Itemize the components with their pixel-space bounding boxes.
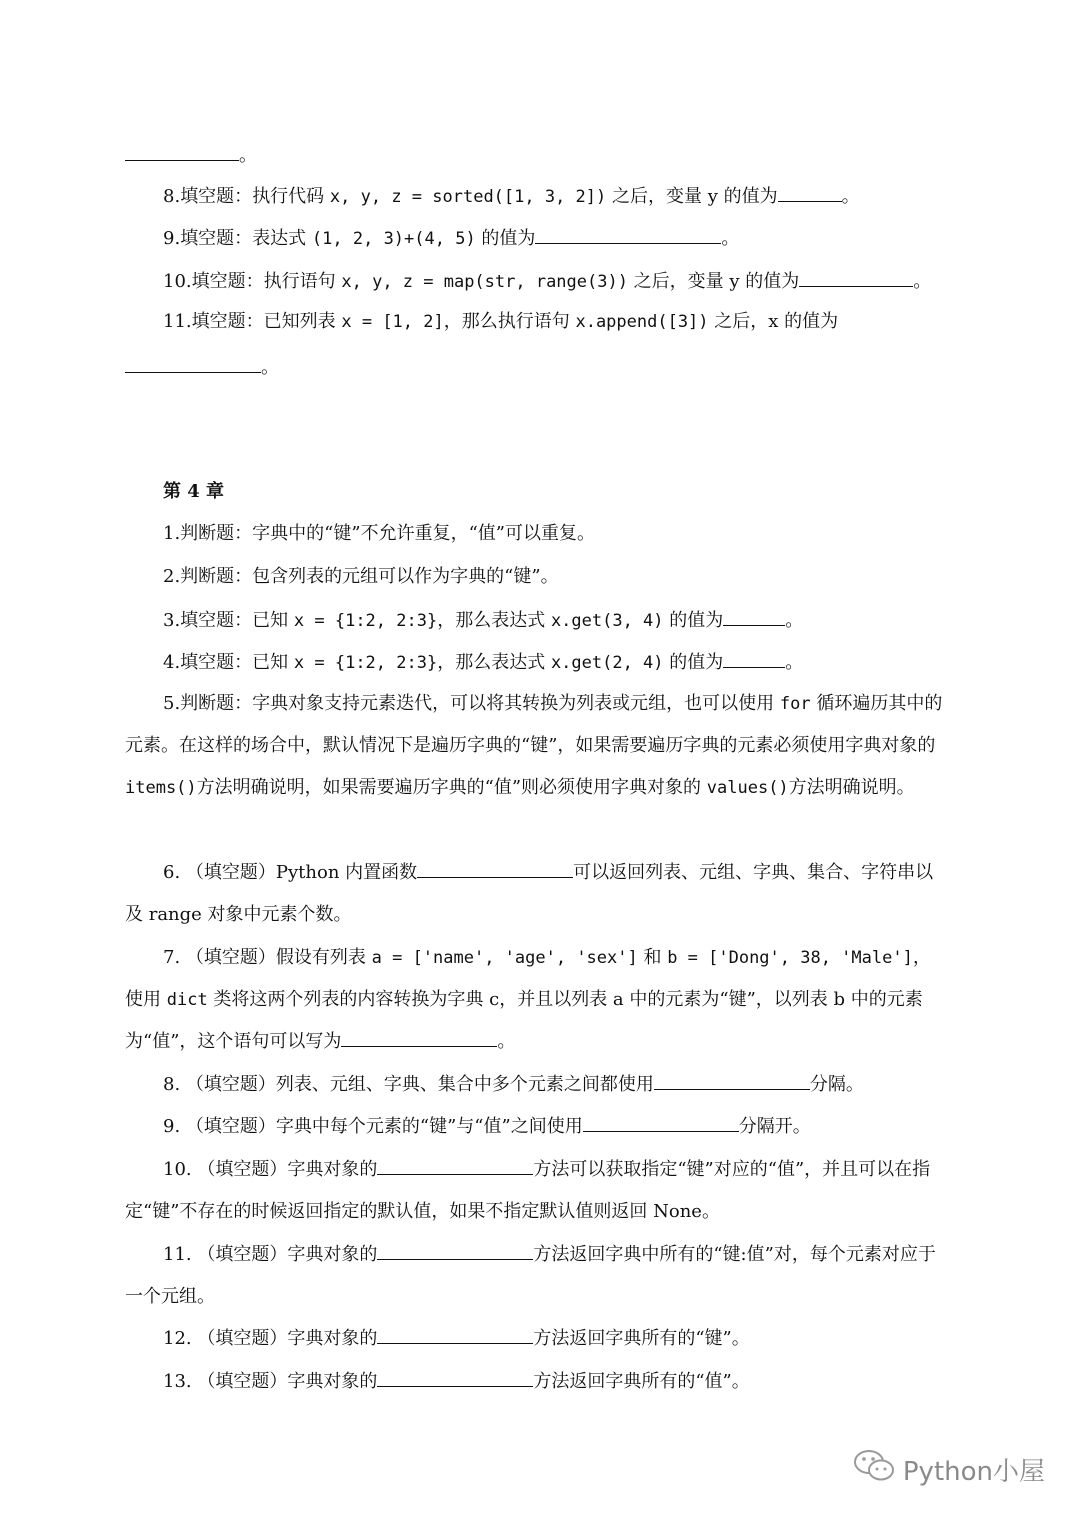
question-ch4-2: 2.判断题：包含列表的元组可以作为字典的“键”。 [163,566,559,587]
question-ch4-4: 4.填空题：已知 x = {1:2, 2:3}，那么表达式 x.get(2, 4) 的值为 。 [163,649,945,675]
continuation-line: 。 [125,142,945,168]
question-ch4-6: 6. （填空题）Python 内置函数 可以返回列表、元组、字典、集合、字符串以及 range 对象中元素个数。 [125,852,945,936]
question-ch4-9: 9. （填空题）字典中每个元素的“键”与“值”之间使用 分隔开。 [125,1106,945,1148]
answer-blank[interactable] [654,1071,810,1090]
answer-blank[interactable] [535,225,721,244]
answer-blank[interactable] [377,1325,533,1344]
question-ch4-12: 12. （填空题）字典对象的 方法返回字典所有的“键”。 [125,1318,945,1360]
answer-blank[interactable] [583,1113,739,1132]
answer-blank[interactable] [377,1156,533,1175]
question-ch4-3: 3.填空题：已知 x = {1:2, 2:3}，那么表达式 x.get(3, 4) 的值为 。 [163,607,945,633]
question-ch4-13: 13. （填空题）字典对象的 方法返回字典所有的“值”。 [125,1361,945,1403]
wechat-icon [853,1448,897,1491]
watermark-text: Python小屋 [902,1457,1045,1487]
answer-blank[interactable] [377,1241,533,1260]
question-ch3-10: 10.填空题：执行语句 x, y, z = map(str, range(3)) 之后，变量 y 的值为 。 [163,268,945,294]
answer-blank[interactable] [799,268,913,287]
watermark [853,1448,1045,1491]
answer-blank[interactable] [125,354,261,373]
question-ch4-11: 11. （填空题）字典对象的 方法返回字典中所有的“键:值”对，每个元素对应于一个元组。 [125,1234,945,1318]
question-ch4-7: 7. （填空题）假设有列表 a = ['name', 'age', 'sex'] 和 b = ['Dong', 38, 'Male']，使用 dict 类将这两个列表的内容转换为字典 c，并且以列表 a 中的元素为“键”，以列表 b 中的元素为“值”，这个语句可以写为 。 [125,947,931,1052]
answer-blank[interactable] [377,1368,533,1387]
answer-blank[interactable] [723,649,785,668]
question-ch3-11: 11.填空题：已知列表 x = [1, 2]，那么执行语句 x.append([3]) 之后，x 的值为 [163,311,839,332]
answer-blank[interactable] [125,142,239,161]
answer-blank[interactable] [778,183,842,202]
chapter-heading: 第 4 章 [163,481,225,502]
question-ch4-8: 8. （填空题）列表、元组、字典、集合中多个元素之间都使用 分隔。 [125,1064,945,1106]
question-ch4-10: 10. （填空题）字典对象的 方法可以获取指定“键”对应的“值”，并且可以在指定“键”不存在的时候返回指定的默认值，如果不指定默认值则返回 None。 [125,1149,945,1233]
question-ch4-5: 5.判断题：字典对象支持元素迭代，可以将其转换为列表或元组，也可以使用 for 循环遍历其中的元素。在这样的场合中，默认情况下是遍历字典的“键”，如果需要遍历字典的元素必须使用字典对象的 items()方法明确说明，如果需要遍历字典的“值”则必须使用字典对象的 values()方法明确说明。 [125,693,943,798]
answer-blank[interactable] [723,607,785,626]
question-ch3-8: 8.填空题：执行代码 x, y, z = sorted([1, 3, 2]) 之后，变量 y 的值为 。 [163,183,945,209]
question-ch4-1: 1.判断题：字典中的“键”不允许重复，“值”可以重复。 [163,523,595,544]
answer-blank[interactable] [341,1028,497,1047]
question-ch3-11-cont: 。 [125,354,945,380]
question-ch3-9: 9.填空题：表达式 (1, 2, 3)+(4, 5) 的值为 。 [163,225,945,251]
answer-blank[interactable] [417,859,573,878]
